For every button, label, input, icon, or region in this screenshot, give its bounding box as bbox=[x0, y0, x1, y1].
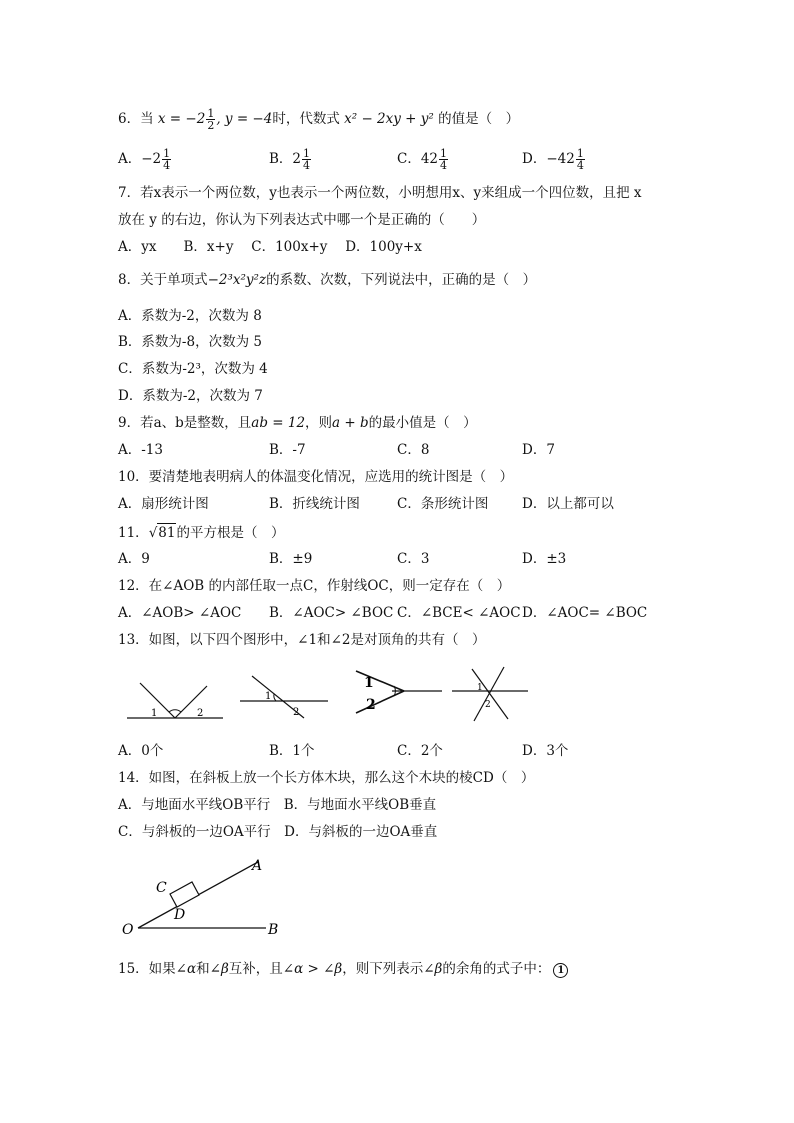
q6-b-frac-num: 1 bbox=[303, 147, 311, 160]
q11-radical-sign: √ bbox=[148, 525, 158, 541]
q6-x-value: x = −2 bbox=[157, 111, 206, 127]
q13-fig2-label-1: 1 bbox=[265, 691, 272, 702]
q9-condition: ab = 12 bbox=[251, 415, 306, 431]
q9-stem-mid: ，则 bbox=[305, 415, 333, 431]
q11-option-c[interactable]: C．3 bbox=[397, 551, 430, 567]
q14-options-c-d[interactable]: C．与斜板的一边OA平行 D．与斜板的一边OA垂直 bbox=[118, 824, 438, 840]
q9-option-c[interactable]: C．8 bbox=[397, 442, 430, 458]
q13-option-a[interactable]: A．0个 bbox=[118, 743, 164, 759]
q6-stem-prefix: 6．当 bbox=[118, 111, 158, 127]
question-15-stem bbox=[118, 960, 568, 978]
q6-c-frac-num: 1 bbox=[440, 147, 448, 160]
q13-option-c[interactable]: C．2个 bbox=[397, 743, 443, 759]
q12-option-d[interactable]: D．∠AOC= ∠BOC bbox=[522, 605, 648, 621]
q6-option-d-fraction bbox=[576, 148, 585, 171]
q14-options-a-b[interactable]: A．与地面水平线OB平行 B．与地面水平线OB垂直 bbox=[118, 797, 437, 813]
q6-c-frac-den: 4 bbox=[440, 159, 448, 172]
q6-stem-mid: 时，代数式 bbox=[272, 111, 345, 127]
question-7-options[interactable]: A．yx B．x+y C．100x+y D．100y+x bbox=[118, 239, 422, 255]
q13-option-d[interactable]: D．3个 bbox=[522, 743, 569, 759]
q15-stem-b: 和∠ bbox=[196, 961, 221, 977]
q11-stem-text: 的平方根是（ ） bbox=[176, 525, 285, 541]
q6-expression: x² − 2xy + y² bbox=[344, 111, 434, 127]
q8-monomial: −2³x²y²z bbox=[207, 272, 267, 288]
question-9-stem bbox=[118, 414, 477, 432]
q15-beta-3: β bbox=[434, 961, 443, 977]
q13-fig1-label-1: 1 bbox=[151, 708, 158, 719]
q15-alpha-2: α bbox=[294, 961, 304, 977]
q13-fig4-line-b bbox=[474, 667, 504, 721]
q12-option-c[interactable]: C．∠BCE< ∠AOC bbox=[397, 605, 521, 621]
question-12-stem: 12．在∠AOB 的内部任取一点C，作射线OC，则一定存在（ ） bbox=[118, 578, 511, 594]
q9-stem-suffix: 的最小值是（ ） bbox=[368, 415, 477, 431]
question-7-line-1: 7．若x表示一个两位数，y也表示一个两位数，小明想用x、y来组成一个四位数，且把 x bbox=[118, 185, 642, 201]
q6-option-c-fraction bbox=[439, 148, 448, 171]
q11-option-b[interactable]: B．±9 bbox=[269, 551, 313, 567]
q13-fig2-label-2: 2 bbox=[293, 707, 300, 718]
question-6-stem bbox=[118, 108, 519, 131]
q14-label-B: B bbox=[268, 922, 279, 938]
q9-sum: a + b bbox=[332, 415, 369, 431]
q9-option-b[interactable]: B．-7 bbox=[269, 442, 306, 458]
q6-x-frac-den: 2 bbox=[207, 119, 215, 132]
q15-stem-d: > ∠ bbox=[303, 961, 335, 977]
q10-option-c[interactable]: C．条形统计图 bbox=[397, 496, 489, 512]
q13-fig4-line-a bbox=[472, 669, 508, 719]
q8-option-b[interactable]: B．系数为-8，次数为 5 bbox=[118, 334, 262, 350]
q6-stem-suffix: 的值是（ ） bbox=[433, 111, 520, 127]
q6-a-frac-num: 1 bbox=[163, 147, 171, 160]
q13-fig3-lower-ray bbox=[356, 691, 404, 713]
q13-figure-3 bbox=[354, 665, 444, 720]
q6-option-d[interactable] bbox=[522, 148, 586, 171]
q14-label-C: C bbox=[156, 880, 167, 896]
q6-option-a-fraction bbox=[162, 148, 171, 171]
q13-fig3-label-2: 2 bbox=[366, 697, 376, 713]
q13-option-b[interactable]: B．1个 bbox=[269, 743, 315, 759]
q8-option-d[interactable]: D．系数为-2，次数为 7 bbox=[118, 388, 263, 404]
q13-figure-4 bbox=[450, 665, 530, 723]
question-14-stem: 14．如图，在斜板上放一个长方体木块，那么这个木块的棱CD（ ） bbox=[118, 770, 535, 786]
q13-figure-1 bbox=[125, 678, 225, 723]
q6-a-frac-den: 4 bbox=[163, 159, 171, 172]
q13-figure-2 bbox=[238, 673, 330, 723]
q14-incline-figure bbox=[118, 852, 278, 942]
q12-option-a[interactable]: A．∠AOB> ∠AOC bbox=[118, 605, 242, 621]
q8-stem-prefix: 8．关于单项式 bbox=[118, 272, 208, 288]
q9-stem-prefix: 9．若a、b是整数，且 bbox=[118, 415, 252, 431]
q15-beta-2: β bbox=[334, 961, 343, 977]
q6-option-d-label: D．−42 bbox=[522, 151, 575, 167]
q14-wooden-block bbox=[170, 882, 199, 907]
q13-fig3-label-1: 1 bbox=[364, 675, 374, 691]
q6-x-fraction bbox=[206, 108, 215, 131]
question-11-stem bbox=[118, 523, 284, 542]
q15-alpha: α bbox=[187, 961, 197, 977]
q10-option-b[interactable]: B．折线统计图 bbox=[269, 496, 360, 512]
q6-option-c[interactable] bbox=[397, 148, 449, 171]
q6-y-value: , y = −4 bbox=[216, 111, 273, 127]
q14-label-A: A bbox=[252, 858, 263, 874]
q8-option-a[interactable]: A．系数为-2，次数为 8 bbox=[118, 308, 262, 324]
q10-option-d[interactable]: D．以上都可以 bbox=[522, 496, 614, 512]
q8-option-c[interactable]: C．系数为-2³，次数为 4 bbox=[118, 361, 268, 377]
q12-option-b[interactable]: B．∠AOC> ∠BOC bbox=[269, 605, 394, 621]
q6-d-frac-den: 4 bbox=[576, 159, 584, 172]
q15-circled-number: 1 bbox=[553, 963, 568, 978]
q6-option-a[interactable] bbox=[118, 148, 172, 171]
q11-option-d[interactable]: D．±3 bbox=[522, 551, 567, 567]
q9-option-a[interactable]: A．-13 bbox=[118, 442, 163, 458]
q6-b-frac-den: 4 bbox=[303, 159, 311, 172]
q15-stem-e: ，则下列表示∠ bbox=[342, 961, 435, 977]
q9-option-d[interactable]: D．7 bbox=[522, 442, 555, 458]
question-7-line-2: 放在 y 的右边，你认为下列表达式中哪一个是正确的（ ） bbox=[118, 212, 486, 228]
question-8-stem bbox=[118, 271, 536, 289]
q13-fig4-label-2: 2 bbox=[485, 700, 491, 710]
q15-beta: β bbox=[220, 961, 229, 977]
q13-fig1-label-2: 2 bbox=[197, 708, 204, 719]
q6-option-b-label: B．2 bbox=[269, 151, 302, 167]
question-13-stem: 13．如图，以下四个图形中，∠1和∠2是对顶角的共有（ ） bbox=[118, 632, 486, 648]
q15-stem-a: 15．如果∠ bbox=[118, 961, 187, 977]
q14-label-D: D bbox=[174, 907, 186, 923]
q14-label-O: O bbox=[122, 922, 134, 938]
q15-stem-c: 互补，且∠ bbox=[228, 961, 295, 977]
q8-stem-suffix: 的系数、次数，下列说法中，正确的是（ ） bbox=[266, 272, 537, 288]
q11-option-a[interactable]: A．9 bbox=[118, 551, 150, 567]
q11-number: 11． bbox=[118, 525, 149, 541]
q6-option-c-label: C．42 bbox=[397, 151, 439, 167]
q11-radicand: 81 bbox=[158, 525, 176, 541]
question-10-stem: 10．要清楚地表明病人的体温变化情况，应选用的统计图是（ ） bbox=[118, 469, 514, 485]
q13-fig4-label-1: 1 bbox=[477, 683, 483, 693]
q6-option-b[interactable] bbox=[269, 148, 312, 171]
q6-option-b-fraction bbox=[302, 148, 311, 171]
q6-option-a-label: A．−2 bbox=[118, 151, 162, 167]
q6-x-frac-num: 1 bbox=[207, 107, 215, 120]
q10-option-a[interactable]: A．扇形统计图 bbox=[118, 496, 209, 512]
q6-d-frac-num: 1 bbox=[576, 147, 584, 160]
q15-stem-f: 的余角的式子中： bbox=[442, 961, 551, 977]
q13-fig1-ray-left bbox=[140, 683, 175, 718]
q13-fig1-arc bbox=[169, 710, 181, 712]
